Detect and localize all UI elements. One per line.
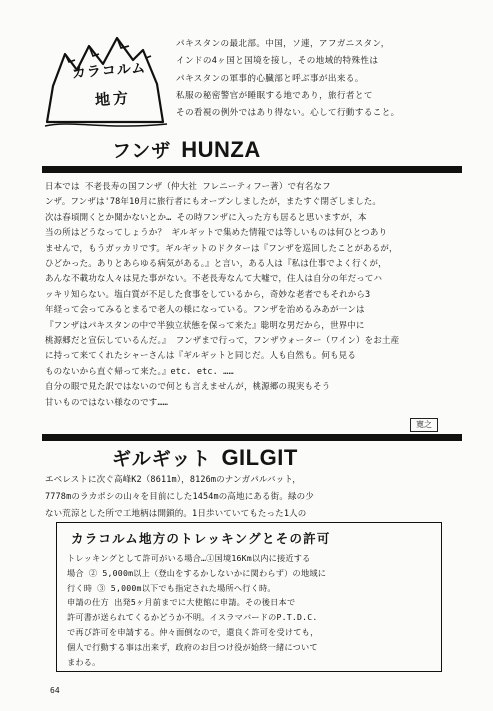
hunza-line: 次は春頃開くとか聞かないとか… その時フンザに入った方も居ると思いますが，本 — [45, 212, 367, 223]
hunza-title-en: HUNZA — [181, 137, 261, 162]
intro-line: 私服の秘密警官が睡眠する地であり，旅行者とて — [176, 90, 373, 101]
permit-line: 行く時 ③ 5,000m以下でも指定された場所へ行く時。 — [67, 582, 276, 593]
permit-line: 個人で行動する事は出来ず，政府のお目つけ役が始終一緒について — [67, 641, 318, 652]
hunza-line: 当の所はどうなってしょうか？ ギルギットで集めた情報では等しいものは何ひとつあり — [45, 228, 388, 239]
gilgit-title-en: GILGIT — [221, 445, 298, 470]
intro-line: パキスタンの軍事的心臓部と呼ぶ事が出来る。 — [176, 73, 364, 84]
page-number: 64 — [50, 686, 60, 695]
intro-line: その看視の例外ではあり得ない。心して行動すること。 — [176, 108, 400, 119]
hunza-line: あんな不載功な人々は見た事がない。不老長寿なんて大嘘で，住人は自分の年だってハ — [45, 274, 383, 285]
hunza-line: 『フンザはパキスタンの中で半独立状態を保って来た』聡明な男だから，世界中に — [45, 320, 365, 331]
gilgit-line: 7778mのラカポシの山々を目前にした1454mの高地にある街。緑の少 — [45, 492, 314, 502]
permit-body — [67, 551, 433, 669]
permit-info-box — [56, 522, 442, 672]
region-logo — [43, 26, 169, 134]
permit-line: 場合 ② 5,000m以上（登山をするかしないかに関わらず）の地域に — [67, 567, 327, 578]
hunza-line: 日本では 不老長寿の国フンザ（仲大社 フレニーティフー著）で有名なフ — [45, 182, 331, 192]
hunza-line: ひどかった。ありとあらゆる病気がある。』と言い，ある人は『私は仕事でよく行くが， — [45, 259, 387, 270]
section-rule — [42, 166, 462, 173]
gilgit-title — [112, 444, 298, 471]
hunza-title — [112, 136, 261, 163]
permit-line: まわる。 — [67, 656, 101, 667]
hunza-header — [42, 136, 462, 164]
permit-line: トレッキングとして許可がいる場合…①国境16Km以内に接近する — [67, 553, 311, 563]
hunza-line: 年経って会ってみるとまるで老人の様になっている。フンザを治めるみあが一ンは — [45, 305, 365, 316]
intro-paragraph — [176, 36, 468, 122]
hunza-body — [45, 180, 469, 411]
author-signature: 寛之 — [410, 418, 438, 432]
section-rule — [42, 434, 462, 441]
hunza-title-jp: フンザ — [112, 141, 172, 162]
permit-line: 許可書が送られてくるかどうか不明。イスラマバードのP.T.D.C. — [67, 612, 318, 623]
logo-subtitle: 地方 — [94, 88, 132, 110]
gilgit-header — [42, 434, 462, 470]
hunza-line: 自分の眼で見た訳ではないので何とも言えませんが，桃源郷の現実もそう — [45, 382, 331, 393]
gilgit-line: エベレストに次ぐ高峰K2（8611m），8126mのナンガパルバット， — [45, 475, 301, 485]
gilgit-body — [45, 472, 469, 523]
permit-line: 申請の仕方 出発5ヶ月前までに大使館に申請。その後日本で — [67, 597, 296, 608]
intro-line: パキスタンの最北部。中国，ソ連，アフガニスタン， — [176, 39, 390, 49]
hunza-line: ませんで，もうガッカリです。ギルギットのドクターは『フンザを巡回したことがあるが， — [45, 243, 398, 254]
hunza-line: 桃源郷だと宣伝しているんだ。』 フンザまで行って，フンザウォーター（ワイン）をお土産 — [45, 336, 400, 347]
hunza-line: 甘いものではない様なのです…… — [45, 397, 168, 408]
intro-line: インドの4ヶ国と国境を接し，その地域的特殊性は — [176, 56, 379, 67]
hunza-line: ンザ。フンザは'78年10月に旅行者にもオープンしましたが，またすぐ閉ざしました。 — [45, 197, 382, 208]
hunza-line: ッキリ知らない。塩白質が不足した食事をしているから，奇妙な老者でもそれから3 — [45, 289, 371, 300]
hunza-line: ものないから直ぐ帰って来た。』etc. etc. …… — [45, 366, 234, 377]
logo-title: カラコルム — [71, 60, 147, 82]
permit-line: で再び許可を申請する。仲々面倒なので，還良く許可を受けても， — [67, 626, 319, 637]
permit-title: カラコルム地方のトレッキングとその許可 — [71, 531, 331, 546]
hunza-line: に持って来てくれたシャーさんは『ギルギットと同じだ。人も自然も。何も見る — [45, 351, 356, 362]
gilgit-title-jp: ギルギット — [112, 449, 212, 470]
gilgit-line: ない荒涼とした所で工地柄は開鎖的。1日歩いていてもたった1人の — [45, 509, 307, 519]
